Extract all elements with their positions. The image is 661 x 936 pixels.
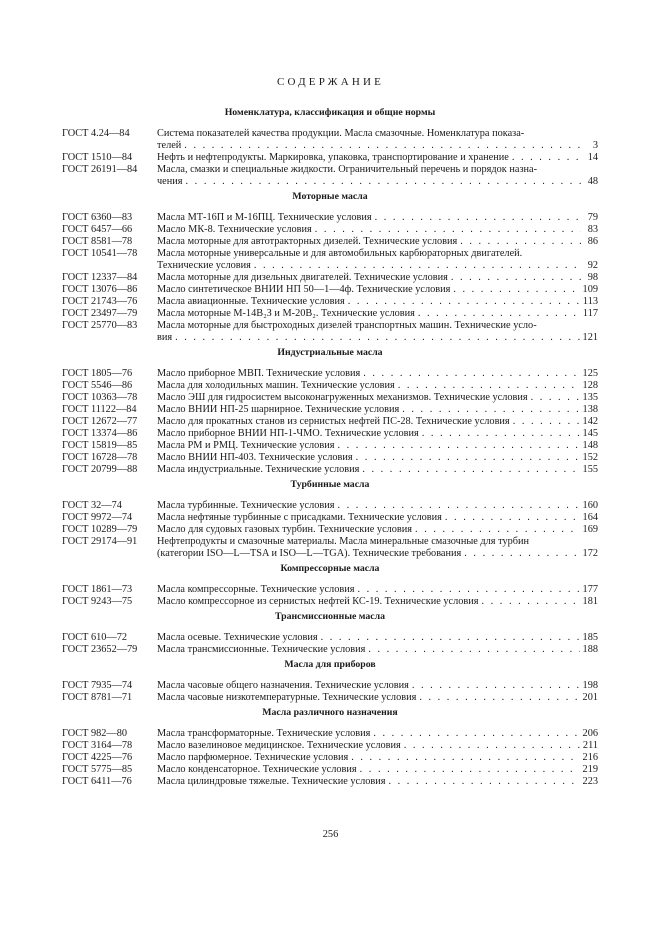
entry-description [157, 644, 598, 656]
toc-entry [62, 536, 598, 560]
entry-line [157, 140, 598, 152]
entry-description [157, 152, 598, 164]
entry-description [157, 740, 598, 752]
dot-leader [404, 740, 580, 752]
entry-page-number: 121 [582, 332, 598, 343]
entry-line [157, 536, 598, 548]
dot-leader [513, 416, 580, 428]
entry-description [157, 248, 598, 272]
entry-line [157, 512, 598, 524]
dot-leader [375, 212, 581, 224]
section-heading: Трансмиссионные масла [274, 611, 386, 622]
toc-entry [62, 680, 598, 692]
dot-leader [315, 224, 581, 236]
entry-line [157, 128, 598, 140]
entry-line [157, 152, 598, 164]
entry-line [157, 680, 598, 692]
entry-page-number: 92 [587, 260, 598, 271]
toc-entry [62, 236, 598, 248]
entry-page-number: 201 [582, 692, 598, 703]
entry-description [157, 764, 598, 776]
entry-title-text: Масла часовые общего назначения. Технические условия [157, 680, 409, 691]
toc-entry [62, 224, 598, 236]
entry-description [157, 320, 598, 344]
entry-description [157, 680, 598, 692]
standard-code: ГОСТ 9243—75 [62, 596, 133, 607]
entry-page-number: 181 [582, 596, 598, 607]
toc-entry [62, 440, 598, 452]
entry-title-text: Масла моторные для дизельных двигателей. Технические условия [157, 272, 448, 283]
dot-leader [363, 368, 579, 380]
entry-page-number: 155 [582, 464, 598, 475]
entry-page-number: 188 [582, 644, 598, 655]
entry-line [157, 692, 598, 704]
entry-title-text: Масло парфюмерное. Технические условия [157, 752, 349, 763]
standard-code: ГОСТ 6411—76 [62, 776, 132, 787]
entry-description [157, 392, 598, 404]
standard-code: ГОСТ 610—72 [62, 632, 128, 643]
entry-description [157, 524, 598, 536]
entry-line [157, 272, 598, 284]
entry-page-number: 211 [582, 740, 598, 751]
entry-line [157, 632, 598, 644]
standard-code: ГОСТ 16728—78 [62, 452, 138, 463]
toc-entry [62, 320, 598, 344]
entry-title-text: Масла часовые низкотемпературные. Технические условия [157, 692, 417, 703]
entry-description [157, 776, 598, 788]
entry-line [157, 440, 598, 452]
entry-description [157, 692, 598, 704]
toc-entry [62, 776, 598, 788]
toc-entry [62, 296, 598, 308]
entry-title-text: Масло приборное МВП. Технические условия [157, 368, 361, 379]
dot-leader [373, 728, 579, 740]
standard-code: ГОСТ 1805—76 [62, 368, 133, 379]
entry-title-text: Масло ВНИИ НП-403. Технические условия [157, 452, 353, 463]
entry-description [157, 512, 598, 524]
entry-description [157, 464, 598, 476]
entry-line [157, 308, 598, 320]
dot-leader [184, 140, 581, 152]
standard-code: ГОСТ 8781—71 [62, 692, 133, 703]
entry-page-number: 145 [582, 428, 598, 439]
entry-page-number: 83 [587, 224, 598, 235]
entry-line [157, 776, 598, 788]
standard-code: ГОСТ 8581—78 [62, 236, 133, 247]
entry-line [157, 332, 598, 344]
entry-description [157, 368, 598, 380]
entry-description [157, 284, 598, 296]
entry-title-text: Масла трансформаторные. Технические условия [157, 728, 371, 739]
entry-title-text: Технические условия [157, 260, 251, 271]
toc-entry [62, 272, 598, 284]
dot-leader [464, 548, 579, 560]
dot-leader [512, 152, 581, 164]
entry-title-text: Нефтепродукты и смазочные материалы. Масла минеральные смазочные для турбин [157, 536, 530, 547]
entry-page-number: 48 [587, 176, 598, 187]
entry-line [157, 596, 598, 608]
entry-description [157, 752, 598, 764]
entry-description [157, 584, 598, 596]
toc-entry [62, 152, 598, 164]
entry-title-text: (категории ISO—L—TSA и ISO—L—TGA). Технические требования [157, 548, 462, 559]
dot-leader [338, 500, 580, 512]
entry-description [157, 728, 598, 740]
entry-line [157, 380, 598, 392]
entry-title-text: чения [157, 176, 183, 187]
standard-code: ГОСТ 23497—79 [62, 308, 138, 319]
entry-page-number: 128 [582, 380, 598, 391]
dot-leader [175, 332, 579, 344]
standard-code: ГОСТ 5546—86 [62, 380, 133, 391]
standard-code: ГОСТ 25770—83 [62, 320, 138, 331]
entry-page-number: 164 [582, 512, 598, 523]
entry-line [157, 404, 598, 416]
entry-description [157, 596, 598, 608]
standard-code: ГОСТ 26191—84 [62, 164, 138, 175]
dot-leader [398, 380, 580, 392]
standard-code: ГОСТ 982—80 [62, 728, 128, 739]
entry-line [157, 524, 598, 536]
entry-title-text: Масла турбинные. Технические условия [157, 500, 335, 511]
entry-description [157, 272, 598, 284]
entry-description [157, 500, 598, 512]
toc-section [62, 107, 598, 188]
standard-code: ГОСТ 13374—86 [62, 428, 138, 439]
standard-code: ГОСТ 10363—78 [62, 392, 138, 403]
entry-page-number: 86 [587, 236, 598, 247]
entry-title-text: Масла осевые. Технические условия [157, 632, 318, 643]
entry-title-text: вия [157, 332, 173, 343]
entry-title-text: телей [157, 140, 182, 151]
entry-page-number: 109 [582, 284, 598, 295]
entry-title-text: Масло МК-8. Технические условия [157, 224, 312, 235]
toc-entry [62, 392, 598, 404]
entry-title-text: Масло компрессорное из сернистых нефтей КС-19. Технические условия [157, 596, 479, 607]
entry-title-text: Масла моторные для быстроходных дизелей транспортных машин. Технические усло- [157, 320, 537, 331]
entry-title-text: Масла, смазки и специальные жидкости. Ограничительный перечень и порядок назна- [157, 164, 538, 175]
entry-description [157, 380, 598, 392]
entry-line [157, 248, 598, 260]
standard-code: ГОСТ 4225—76 [62, 752, 133, 763]
entry-page-number: 198 [582, 680, 598, 691]
entry-page-number: 169 [582, 524, 598, 535]
dot-leader [362, 464, 579, 476]
entry-line [157, 428, 598, 440]
entry-line [157, 452, 598, 464]
entry-title-text: Масло приборное ВНИИ НП-1-ЧМО. Технические условия [157, 428, 419, 439]
entry-title-text: Масла авиационные. Технические условия [157, 296, 345, 307]
entry-line [157, 500, 598, 512]
section-heading: Индустриальные масла [277, 347, 383, 358]
dot-leader [415, 524, 580, 536]
standard-code: ГОСТ 10289—79 [62, 524, 138, 535]
entry-line [157, 284, 598, 296]
entry-page-number: 117 [582, 308, 598, 319]
page-title: СОДЕРЖАНИЕ [276, 76, 385, 88]
entry-title-text: Масла индустриальные. Технические условия [157, 464, 360, 475]
entry-description [157, 416, 598, 428]
entry-title-text: Масла моторные М-14В₂З и М-20В₂. Технические условия [157, 308, 415, 319]
entry-line [157, 164, 598, 176]
section-heading: Моторные масла [292, 191, 368, 202]
dot-leader [422, 428, 580, 440]
entry-page-number: 177 [582, 584, 598, 595]
dot-leader [389, 776, 580, 788]
entry-page-number: 148 [582, 440, 598, 451]
entry-title-text: Масла моторные для автотракторных дизелей. Технические условия [157, 236, 458, 247]
entry-line [157, 464, 598, 476]
entry-title-text: Масло ЭШ для гидросистем высоконагруженных механизмов. Технические условия [157, 392, 528, 403]
entry-line [157, 176, 598, 188]
entry-title-text: Масла компрессорные. Технические условия [157, 584, 355, 595]
section-heading: Масла для приборов [284, 659, 376, 670]
entry-title-text: Масла РМ и РМЦ. Технические условия [157, 440, 335, 451]
toc-entry [62, 308, 598, 320]
dot-leader [351, 752, 579, 764]
toc-section [62, 191, 598, 344]
dot-leader [356, 452, 580, 464]
toc-entry [62, 752, 598, 764]
toc-entry [62, 404, 598, 416]
section-heading: Номенклатура, классификация и общие нормы [224, 107, 436, 118]
entry-line [157, 260, 598, 272]
entry-description [157, 404, 598, 416]
entry-line [157, 392, 598, 404]
dot-leader [451, 272, 581, 284]
dot-leader [460, 236, 581, 248]
standard-code: ГОСТ 6360—83 [62, 212, 133, 223]
entry-line [157, 764, 598, 776]
toc-entry [62, 500, 598, 512]
entry-page-number: 125 [582, 368, 598, 379]
toc-entry [62, 464, 598, 476]
entry-line [157, 296, 598, 308]
entry-title-text: Масло ВНИИ НП-25 шарнирное. Технические условия [157, 404, 400, 415]
entry-description [157, 236, 598, 248]
section-heading: Турбинные масла [290, 479, 370, 490]
toc-entry [62, 632, 598, 644]
entry-page-number: 113 [582, 296, 598, 307]
standard-code: ГОСТ 32—74 [62, 500, 122, 511]
dot-leader [321, 632, 580, 644]
entry-line [157, 740, 598, 752]
entry-description [157, 452, 598, 464]
dot-leader [254, 260, 581, 272]
entry-line [157, 416, 598, 428]
entry-page-number: 135 [582, 392, 598, 403]
toc-entry [62, 164, 598, 188]
entry-page-number: 185 [582, 632, 598, 643]
toc-entry [62, 692, 598, 704]
toc-entry [62, 764, 598, 776]
dot-leader [445, 512, 580, 524]
standard-code: ГОСТ 12337—84 [62, 272, 138, 283]
standard-code: ГОСТ 29174—91 [62, 536, 138, 547]
standard-code: ГОСТ 3164—78 [62, 740, 133, 751]
standard-code: ГОСТ 21743—76 [62, 296, 138, 307]
entry-description [157, 308, 598, 320]
toc-entry [62, 596, 598, 608]
standard-code: ГОСТ 6457—66 [62, 224, 133, 235]
toc-section [62, 707, 598, 788]
section-heading: Масла различного назначения [262, 707, 398, 718]
entry-description [157, 536, 598, 560]
dot-leader [418, 308, 580, 320]
dot-leader [402, 404, 579, 416]
standard-code: ГОСТ 10541—78 [62, 248, 138, 259]
entry-page-number: 152 [582, 452, 598, 463]
dot-leader [360, 764, 580, 776]
entry-page-number: 172 [582, 548, 598, 559]
dot-leader [419, 692, 579, 704]
standard-code: ГОСТ 23652—79 [62, 644, 138, 655]
entry-description [157, 164, 598, 188]
entry-description [157, 128, 598, 152]
dot-leader [412, 680, 580, 692]
standard-code: ГОСТ 15819—85 [62, 440, 138, 451]
toc-section [62, 659, 598, 704]
entry-title-text: Масла трансмиссионные. Технические условия [157, 644, 366, 655]
standard-code: ГОСТ 12672—77 [62, 416, 138, 427]
toc-section [62, 347, 598, 476]
toc-entry [62, 524, 598, 536]
toc-entry [62, 512, 598, 524]
entry-line [157, 236, 598, 248]
entry-page-number: 206 [582, 728, 598, 739]
entry-description [157, 428, 598, 440]
standard-code: ГОСТ 11122—84 [62, 404, 137, 415]
entry-description [157, 224, 598, 236]
dot-leader [531, 392, 580, 404]
entry-line [157, 752, 598, 764]
entry-title-text: Масло синтетическое ВНИИ НП 50—1—4ф. Технические условия [157, 284, 451, 295]
entry-title-text: Нефть и нефтепродукты. Маркировка, упаковка, транспортирование и хранение [157, 152, 509, 163]
entry-page-number: 98 [587, 272, 598, 283]
entry-title-text: Масло для прокатных станов из сернистых нефтей ПС-28. Технические условия [157, 416, 510, 427]
entry-title-text: Масло для судовых газовых турбин. Технические условия [157, 524, 413, 535]
entry-title-text: Масло конденсаторное. Технические условия [157, 764, 357, 775]
entry-line [157, 212, 598, 224]
standard-code: ГОСТ 5775—85 [62, 764, 133, 775]
standard-code: ГОСТ 1861—73 [62, 584, 133, 595]
dot-leader [348, 296, 580, 308]
section-heading: Компрессорные масла [280, 563, 380, 574]
entry-page-number: 219 [582, 764, 598, 775]
standard-code: ГОСТ 7935—74 [62, 680, 133, 691]
entry-page-number: 142 [582, 416, 598, 427]
toc-entry [62, 428, 598, 440]
standard-code: ГОСТ 13076—86 [62, 284, 138, 295]
standard-code: ГОСТ 9972—74 [62, 512, 133, 523]
toc-section [62, 563, 598, 608]
entry-description [157, 296, 598, 308]
entry-title-text: Масла МТ-16П и М-16ПЦ. Технические условия [157, 212, 372, 223]
entry-title-text: Масла для холодильных машин. Технические условия [157, 380, 395, 391]
entry-line [157, 644, 598, 656]
toc-entry [62, 212, 598, 224]
dot-leader [453, 284, 579, 296]
toc-entry [62, 416, 598, 428]
toc-entry [62, 584, 598, 596]
toc-section [62, 611, 598, 656]
toc-entry [62, 740, 598, 752]
dot-leader [368, 644, 579, 656]
table-of-contents [62, 107, 598, 791]
entry-title-text: Масла нефтяные турбинные с присадками. Технические условия [157, 512, 442, 523]
entry-description [157, 440, 598, 452]
toc-entry [62, 284, 598, 296]
toc-entry [62, 128, 598, 152]
entry-page-number: 216 [582, 752, 598, 763]
toc-entry [62, 248, 598, 272]
entry-line [157, 224, 598, 236]
entry-line [157, 368, 598, 380]
entry-line [157, 584, 598, 596]
entry-title-text: Масла цилиндровые тяжелые. Технические условия [157, 776, 386, 787]
entry-description [157, 632, 598, 644]
toc-entry [62, 452, 598, 464]
entry-line [157, 320, 598, 332]
entry-page-number: 3 [592, 140, 598, 151]
toc-section [62, 479, 598, 560]
dot-leader [482, 596, 580, 608]
entry-line [157, 728, 598, 740]
page-number: 256 [322, 829, 339, 840]
entry-title-text: Масло вазелиновое медицинское. Технические условия [157, 740, 401, 751]
entry-page-number: 138 [582, 404, 598, 415]
toc-entry [62, 644, 598, 656]
entry-description [157, 212, 598, 224]
dot-leader [357, 584, 579, 596]
standard-code: ГОСТ 20799—88 [62, 464, 138, 475]
entry-page-number: 79 [587, 212, 598, 223]
toc-entry [62, 728, 598, 740]
entry-page-number: 160 [582, 500, 598, 511]
entry-title-text: Масла моторные универсальные и для автомобильных карбюраторных двигателей. [157, 248, 523, 259]
toc-entry [62, 380, 598, 392]
entry-line [157, 548, 598, 560]
standard-code: ГОСТ 1510—84 [62, 152, 133, 163]
dot-leader [186, 176, 581, 188]
entry-page-number: 14 [587, 152, 598, 163]
toc-entry [62, 368, 598, 380]
entry-page-number: 223 [582, 776, 598, 787]
dot-leader [337, 440, 579, 452]
standard-code: ГОСТ 4.24—84 [62, 128, 130, 139]
entry-title-text: Система показателей качества продукции. Масла смазочные. Номенклатура показа- [157, 128, 525, 139]
